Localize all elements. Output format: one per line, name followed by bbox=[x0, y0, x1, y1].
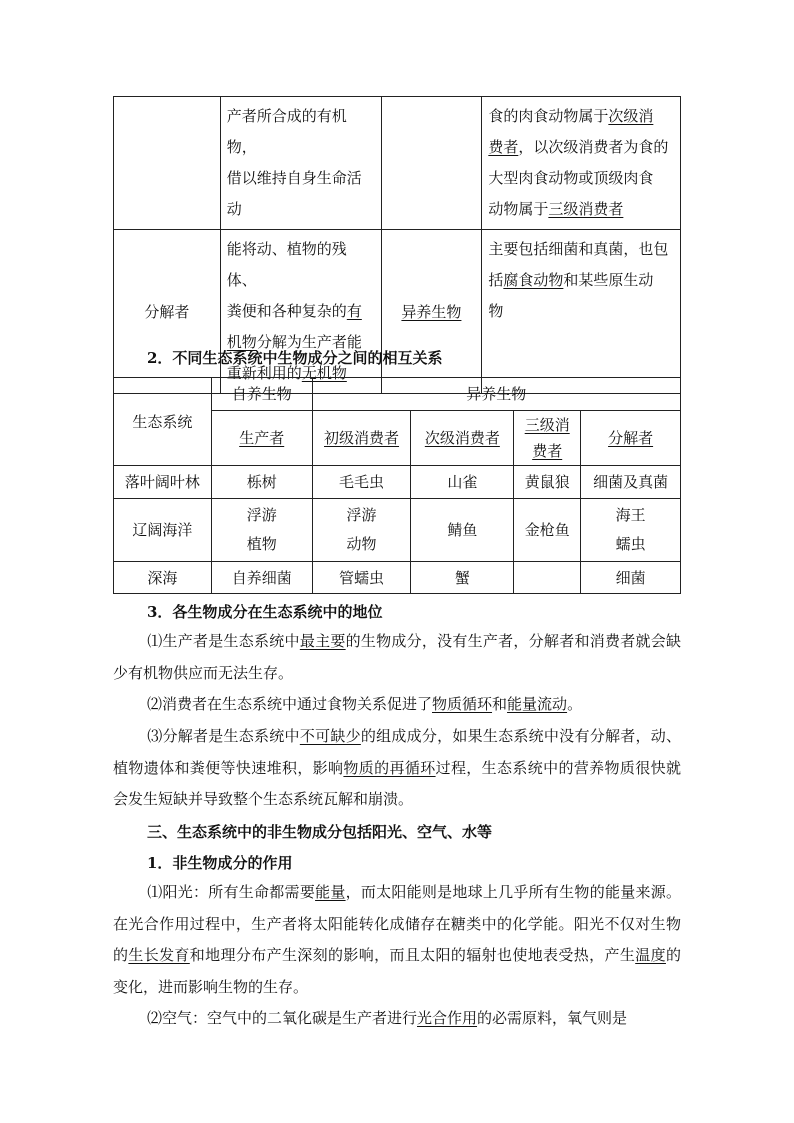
text-run: 的生物成分，没有生产者，分解者和消费者就会缺少有机物供应而无法生存。 bbox=[113, 632, 681, 682]
secondary-consumer-header bbox=[411, 411, 514, 466]
text-run: ，而太阳能则是地球上几乎所有生物的能量来源。在光合作用过程中，生产者将太阳能转化成储存在糖类中的化学能。阳光不仅对生物的 bbox=[113, 883, 681, 964]
text-run: 食的肉食动物属于 bbox=[488, 107, 609, 125]
underlined-text: 生产者 bbox=[239, 429, 285, 447]
rich-text bbox=[147, 1009, 627, 1027]
producer-description-cell bbox=[220, 97, 381, 230]
text-run: ⑵消费者在生态系统中通过食物关系促进了 bbox=[147, 695, 433, 713]
table-cell: 金枪鱼 bbox=[514, 499, 581, 562]
section-heading-3: 3．各生物成分在生态系统中的地位 bbox=[147, 603, 383, 621]
underlined-text: 次级消 bbox=[608, 107, 654, 125]
table-cell: 蟹 bbox=[411, 562, 514, 594]
text-run: 分解为生产者能 bbox=[256, 333, 362, 351]
cell-line: 浮游 bbox=[346, 506, 377, 524]
cell-line: 浮游 bbox=[246, 506, 277, 524]
underlined-text: 异养生物 bbox=[401, 303, 462, 321]
decomposer-header bbox=[581, 411, 681, 466]
text-run: 动物属于 bbox=[488, 200, 549, 218]
underlined-text: 生长发育 bbox=[128, 946, 190, 964]
text-run: 重新利用的 bbox=[226, 364, 302, 382]
text-run: 主要包括细菌和真菌，也包 bbox=[488, 240, 669, 258]
table-cell: 鲭鱼 bbox=[411, 499, 514, 562]
underlined-text: 物质的再循环 bbox=[343, 758, 436, 777]
table-cell bbox=[312, 499, 411, 562]
paragraph-producer-role bbox=[113, 626, 681, 689]
cell-line: 动 bbox=[226, 200, 242, 218]
table-cell bbox=[114, 97, 221, 230]
table-cell: 细菌及真菌 bbox=[581, 466, 681, 499]
decomposer-description-cell bbox=[220, 230, 381, 394]
text-run: 过程，生态系统中的营养物质很快就会发生短缺并导致整个生态系统瓦解和崩溃。 bbox=[113, 758, 681, 808]
ecosystem-relations-table bbox=[113, 377, 681, 594]
underlined-text: 光合作用 bbox=[417, 1009, 478, 1027]
underlined-text: 物质循环 bbox=[432, 695, 493, 713]
cell-line: 动物 bbox=[346, 535, 377, 553]
text-run: ，以次级消费者为食的 bbox=[518, 138, 669, 156]
text-run: ⑴阳光：所有生命都需要 bbox=[147, 883, 316, 901]
table-cell: 管蠕虫 bbox=[312, 562, 411, 594]
corner-header: 生态系统 bbox=[114, 378, 212, 466]
underlined-text: 有 bbox=[346, 302, 362, 320]
rich-text bbox=[113, 883, 681, 996]
rich-text bbox=[488, 107, 668, 218]
underlined-text: 三级消 bbox=[524, 416, 570, 434]
autotroph-header: 自养生物 bbox=[211, 378, 312, 411]
paragraph-sunlight bbox=[113, 877, 681, 1003]
text-run: ⑵空气：空气中的二氧化碳是生产者进行 bbox=[147, 1009, 418, 1027]
consumer-examples-cell bbox=[482, 97, 681, 230]
table-cell bbox=[514, 562, 581, 594]
table-cell: 栎树 bbox=[211, 466, 312, 499]
decomposer-label-cell: 分解者 bbox=[114, 230, 221, 394]
underlined-text: 能量流动 bbox=[507, 695, 568, 713]
underlined-text: 初级消费者 bbox=[324, 429, 400, 447]
table-header-row bbox=[114, 378, 681, 411]
underlined-text: 费者 bbox=[488, 138, 519, 156]
text-run: 的变化，进而影响生物的生存。 bbox=[113, 946, 681, 996]
rich-text bbox=[488, 240, 668, 320]
cell-line: 产者所合成的有机物， bbox=[226, 107, 347, 156]
paragraph-air bbox=[113, 1003, 681, 1035]
table-row bbox=[114, 230, 681, 394]
text-run: 。 bbox=[567, 695, 583, 713]
rich-text bbox=[147, 695, 582, 713]
table-cell: 自养细菌 bbox=[211, 562, 312, 594]
text-run: 和 bbox=[492, 695, 508, 713]
tertiary-consumer-header bbox=[514, 411, 581, 466]
primary-consumer-header bbox=[312, 411, 411, 466]
underlined-text: 机物 bbox=[226, 333, 257, 351]
text-run: 和地理分布产生深刻的影响，而且太阳的辐射也使地表受热，产生 bbox=[189, 946, 636, 964]
underlined-text: 费者 bbox=[532, 442, 563, 460]
table-row bbox=[114, 562, 681, 594]
table-row bbox=[114, 466, 681, 499]
rich-text bbox=[113, 632, 681, 682]
underlined-text: 腐食动物 bbox=[503, 271, 564, 289]
ecosystem-name: 深海 bbox=[114, 562, 212, 594]
cell-line: 借以维持自身生命活 bbox=[226, 169, 362, 187]
text-run: 大型肉食动物或顶级肉食 bbox=[488, 169, 654, 187]
cell-line: 海王 bbox=[615, 506, 646, 524]
table-cell: 毛毛虫 bbox=[312, 466, 411, 499]
text-run: 物 bbox=[488, 302, 504, 320]
decomposer-examples-cell bbox=[482, 230, 681, 394]
table-cell bbox=[581, 499, 681, 562]
table-cell: 细菌 bbox=[581, 562, 681, 594]
underlined-text: 温度 bbox=[635, 946, 666, 964]
underlined-text: 最主要 bbox=[299, 632, 346, 650]
underlined-text: 分解者 bbox=[608, 429, 654, 447]
section-heading-abiotic: 三、生态系统中的非生物成分包括阳光、空气、水等 bbox=[147, 823, 493, 841]
underlined-text: 不可缺少 bbox=[299, 727, 361, 745]
text-run: 括 bbox=[488, 271, 504, 289]
table-cell bbox=[381, 97, 482, 230]
underlined-text: 次级消费者 bbox=[424, 429, 500, 447]
text-run: 的必需原料，氧气则是 bbox=[477, 1009, 628, 1027]
paragraph-consumer-role bbox=[113, 689, 681, 721]
table-cell bbox=[211, 499, 312, 562]
underlined-text: 三级消费者 bbox=[548, 200, 624, 218]
rich-text bbox=[113, 727, 681, 808]
producer-header bbox=[211, 411, 312, 466]
underlined-text: 能量 bbox=[315, 883, 346, 901]
ecosystem-name: 落叶阔叶林 bbox=[114, 466, 212, 499]
table-cell: 山雀 bbox=[411, 466, 514, 499]
decomposer-type-cell bbox=[381, 230, 482, 394]
table-row bbox=[114, 499, 681, 562]
ecosystem-name: 辽阔海洋 bbox=[114, 499, 212, 562]
text-run: ⑴生产者是生态系统中 bbox=[147, 632, 300, 650]
paragraph-decomposer-role bbox=[113, 721, 681, 816]
cell-line: 植物 bbox=[246, 535, 277, 553]
table-cell: 黄鼠狼 bbox=[514, 466, 581, 499]
cell-line: 蠕虫 bbox=[615, 535, 646, 553]
table-row bbox=[114, 97, 681, 230]
section-heading-abiotic-role: 1．非生物成分的作用 bbox=[147, 854, 293, 872]
text-run: 的组成成分，如果生态系统中没有分解者，动、植物遗体和粪便等快速堆积，影响 bbox=[113, 727, 681, 777]
heterotroph-header: 异养生物 bbox=[312, 378, 680, 411]
underlined-text: 无机物 bbox=[301, 364, 347, 382]
section-heading-2: 2．不同生态系统中生物成分之间的相互关系 bbox=[147, 349, 443, 367]
text-run: 粪便和各种复杂的 bbox=[226, 302, 347, 320]
text-run: 能将动、植物的残体、 bbox=[226, 240, 347, 289]
text-run: ⑶分解者是生态系统中 bbox=[147, 727, 300, 745]
text-run: 和某些原生动 bbox=[563, 271, 654, 289]
